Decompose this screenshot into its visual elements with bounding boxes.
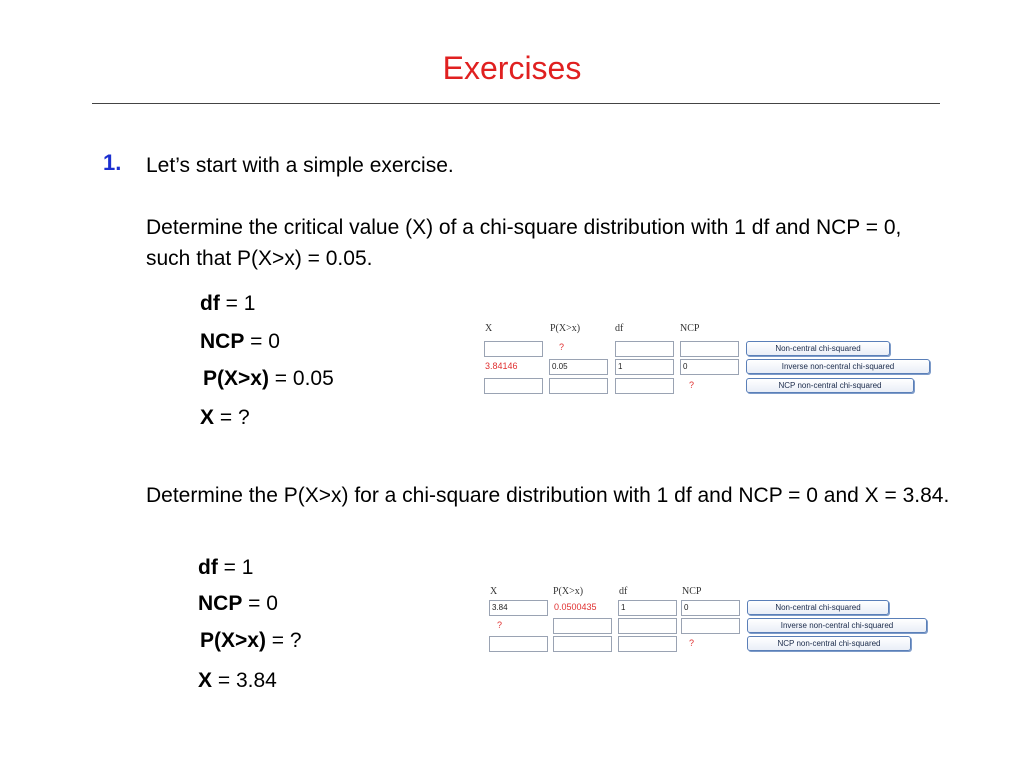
row2-ncp-input[interactable]: 0 <box>680 359 739 375</box>
part2-question: Determine the P(X>x) for a chi-square distribution with 1 df and NCP = 0 and X = 3.84. <box>146 484 950 507</box>
row2-x-marker: ? <box>497 620 503 630</box>
part2-param-df: df = 1 <box>198 556 254 579</box>
part1-param-x: X = ? <box>200 406 250 429</box>
row2-ncp-input[interactable] <box>681 618 740 634</box>
part1-param-df: df = 1 <box>200 292 256 315</box>
row3-x-input[interactable] <box>489 636 548 652</box>
row1-df-input[interactable] <box>615 341 674 357</box>
col-header-x: X <box>485 323 493 334</box>
noncentral-chisq-button[interactable]: Non-central chi-squared <box>746 341 890 356</box>
row2-df-input[interactable] <box>618 618 677 634</box>
noncentral-chisq-button[interactable]: Non-central chi-squared <box>747 600 889 615</box>
page-title: Exercises <box>442 50 582 86</box>
part2-param-x: X = 3.84 <box>198 669 277 692</box>
ncp-noncentral-chisq-button[interactable]: NCP non-central chi-squared <box>747 636 911 651</box>
part1-param-p: P(X>x) = 0.05 <box>203 367 334 390</box>
row3-ncp-marker: ? <box>689 638 695 648</box>
part2-calculator <box>489 586 934 656</box>
row1-p-marker: ? <box>559 342 565 352</box>
row1-p-result: 0.0500435 <box>554 602 597 612</box>
row1-x-input[interactable]: 3.84 <box>489 600 548 616</box>
row3-p-input[interactable] <box>549 378 608 394</box>
col-header-p: P(X>x) <box>550 323 581 334</box>
part1-param-ncp: NCP = 0 <box>200 330 280 353</box>
row3-ncp-marker: ? <box>689 380 695 390</box>
col-header-p: P(X>x) <box>553 586 584 597</box>
row3-df-input[interactable] <box>615 378 674 394</box>
part1-question: Determine the critical value (X) of a chi-square distribution with 1 df and NCP = 0, such that P(X>x) = 0.05. <box>146 216 902 270</box>
intro-text: Let’s start with a simple exercise. <box>146 154 454 177</box>
row1-x-input[interactable] <box>484 341 543 357</box>
row3-p-input[interactable] <box>553 636 612 652</box>
col-header-ncp: NCP <box>682 586 702 597</box>
part2-param-p: P(X>x) = ? <box>200 629 302 652</box>
row1-ncp-input[interactable]: 0 <box>681 600 740 616</box>
ncp-noncentral-chisq-button[interactable]: NCP non-central chi-squared <box>746 378 914 393</box>
exercise-number: 1. <box>103 150 122 175</box>
row2-df-input[interactable]: 1 <box>615 359 674 375</box>
inverse-noncentral-chisq-button[interactable]: Inverse non-central chi-squared <box>746 359 930 374</box>
part2-param-ncp: NCP = 0 <box>198 592 278 615</box>
col-header-df: df <box>615 323 624 334</box>
col-header-x: X <box>490 586 498 597</box>
inverse-noncentral-chisq-button[interactable]: Inverse non-central chi-squared <box>747 618 927 633</box>
col-header-ncp: NCP <box>680 323 700 334</box>
title-divider <box>92 103 940 104</box>
row3-x-input[interactable] <box>484 378 543 394</box>
row3-df-input[interactable] <box>618 636 677 652</box>
part1-calculator <box>484 323 934 398</box>
col-header-df: df <box>619 586 628 597</box>
row1-ncp-input[interactable] <box>680 341 739 357</box>
row2-p-input[interactable]: 0.05 <box>549 359 608 375</box>
row1-df-input[interactable]: 1 <box>618 600 677 616</box>
row2-p-input[interactable] <box>553 618 612 634</box>
row2-x-result: 3.84146 <box>485 361 518 371</box>
